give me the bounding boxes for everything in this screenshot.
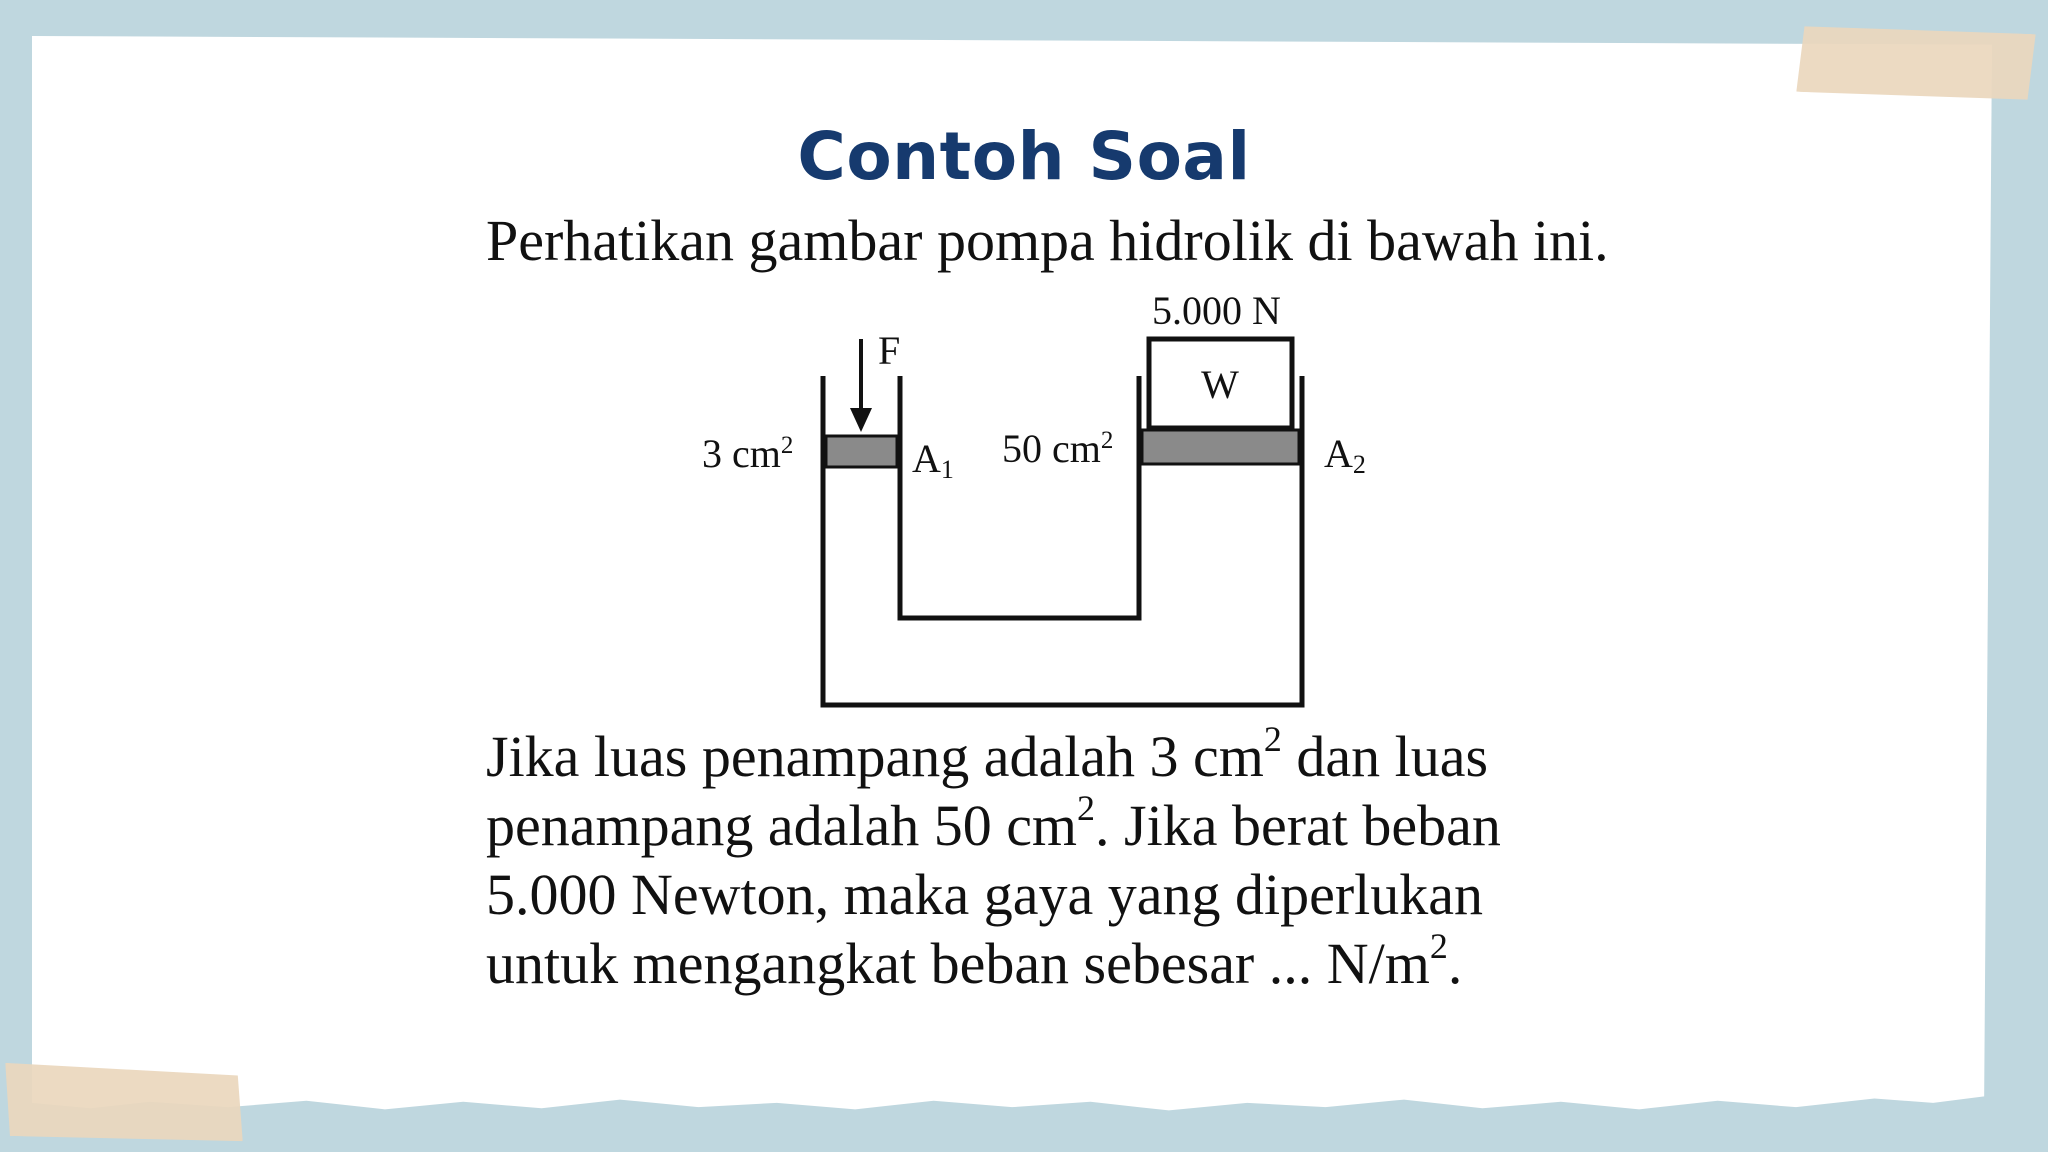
intro-text: Perhatikan gambar pompa hidrolik di bawah ini. xyxy=(486,208,1609,273)
question-line-1: Jika luas penampang adalah 3 $cm^2$ dan luas xyxy=(486,719,1489,789)
right-piston-label: A2 xyxy=(1324,431,1366,479)
page-title: Contoh Soal xyxy=(797,118,1251,195)
left-area-label: 3 $cm^2$ xyxy=(702,431,794,476)
force-arrow-head xyxy=(850,408,872,432)
load-label: W xyxy=(1201,362,1239,407)
load-weight-label: 5.000 N xyxy=(1152,288,1281,333)
right-piston xyxy=(1142,430,1299,464)
left-piston xyxy=(826,436,897,467)
right-area-label: 50 $cm^2$ xyxy=(1002,426,1114,471)
question-text xyxy=(486,719,1686,998)
question-line-3: 5.000 Newton, maka gaya yang diperlukan xyxy=(486,862,1483,927)
force-label: F xyxy=(878,328,901,373)
question-line-2: penampang adalah 50 $cm^2$. Jika berat beban xyxy=(486,788,1501,858)
left-piston-label: A1 xyxy=(912,436,954,484)
question-line-4: untuk mengangkat beban sebesar ... $N/m^2$. xyxy=(486,926,1463,996)
